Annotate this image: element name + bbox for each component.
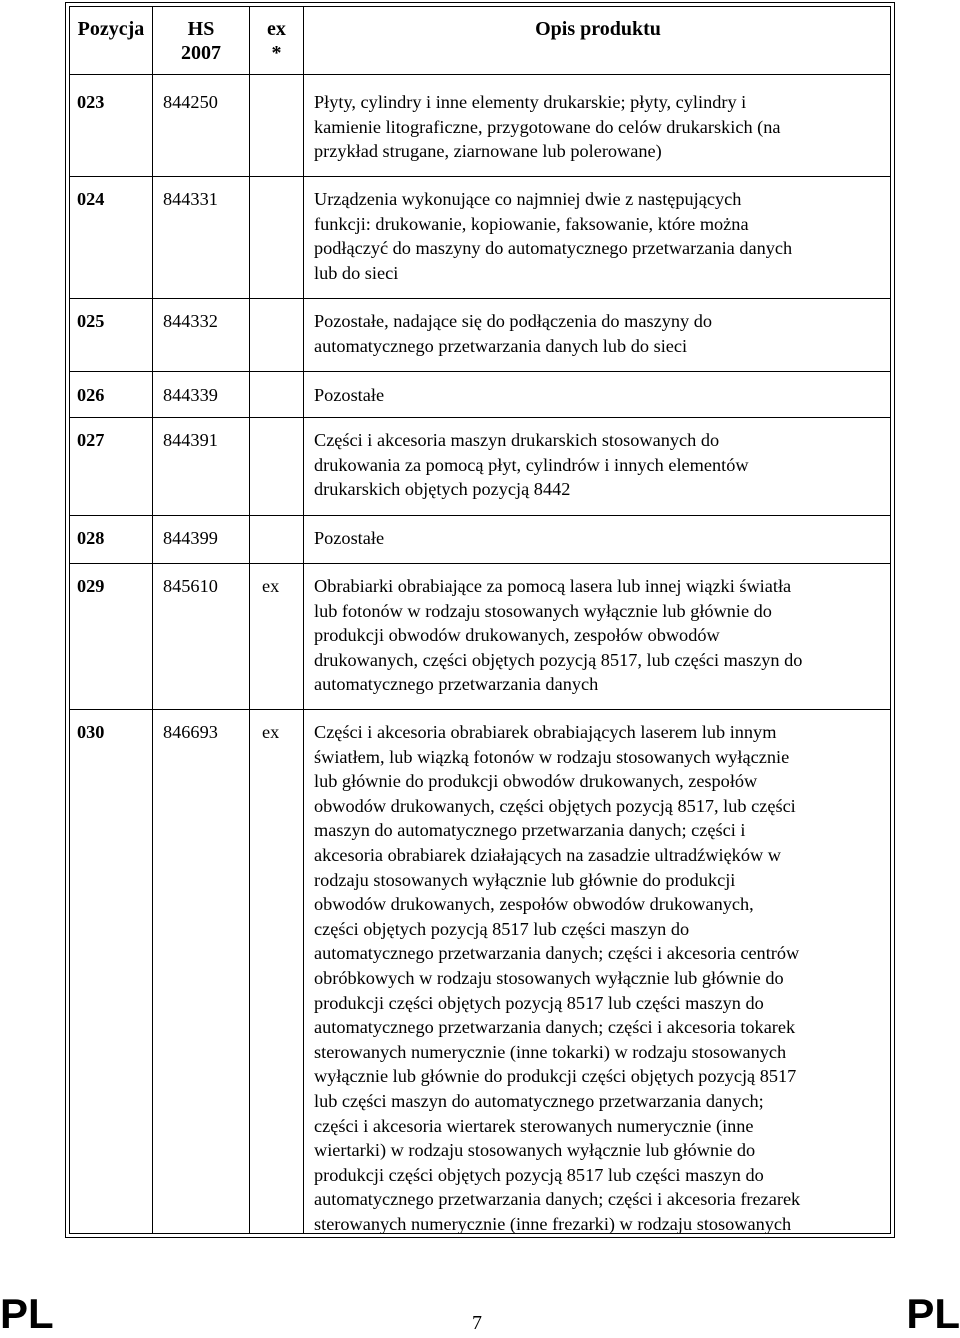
cell-pozycja: 029: [77, 576, 105, 596]
description-line: sterowanych numerycznie (inne tokarki) w rodzaju stosowanych: [314, 1041, 787, 1062]
row-divider: [69, 371, 891, 372]
description-line: lub części maszyn do automatycznego przetwarzania danych;: [314, 1090, 764, 1111]
header-opis: Opis produktu: [535, 18, 661, 40]
cell-hs-code: 844332: [163, 311, 218, 331]
cell-hs-code: 846693: [163, 722, 218, 742]
cell-description: [314, 187, 890, 285]
description-line: sterowanych numerycznie (inne frezarki) w rodzaju stosowanych: [314, 1213, 792, 1234]
row-divider: [69, 298, 891, 299]
description-line: maszyn do automatycznego przetwarzania danych; części i: [314, 820, 746, 841]
cell-hs-code: 844250: [163, 92, 218, 112]
description-line: przykład strugane, ziarnowane lub polerowane): [314, 141, 662, 162]
cell-description: [314, 309, 890, 358]
cell-ex: ex: [262, 576, 280, 596]
description-line: automatycznego przetwarzania danych; części i akcesoria centrów: [314, 943, 800, 964]
description-line: obróbkowych w rodzaju stosowanych wyłącznie lub głównie do: [314, 967, 784, 988]
cell-pozycja: 026: [77, 385, 105, 405]
column-divider: [249, 6, 250, 1234]
description-line: akcesoria obrabiarek działających na zasadzie ultradźwięków w: [314, 844, 781, 865]
description-line: produkcji części objętych pozycją 8517 lub części maszyn do: [314, 992, 764, 1013]
page-number: 7: [472, 1312, 482, 1334]
cell-description: [314, 526, 890, 551]
cell-hs-code: 844399: [163, 528, 218, 548]
row-divider: [69, 176, 891, 177]
description-line: funkcji: drukowanie, kopiowanie, faksowanie, które można: [314, 213, 749, 234]
cell-pozycja: 023: [77, 92, 105, 112]
header-pozycja: Pozycja: [77, 18, 145, 40]
description-line: wyłącznie lub głównie do produkcji części objętych pozycją 8517: [314, 1066, 797, 1087]
cell-pozycja: 028: [77, 528, 105, 548]
description-line: drukowanych, części objętych pozycją 8517, lub części maszyn do: [314, 649, 803, 670]
cell-description: [314, 428, 890, 502]
description-line: automatycznego przetwarzania danych lub do sieci: [314, 335, 688, 356]
product-table: [65, 2, 895, 1238]
cell-hs-code: 845610: [163, 576, 218, 596]
cell-description: [314, 383, 890, 408]
description-line: lub głównie do produkcji obwodów drukowanych, zespołów: [314, 771, 758, 792]
description-line: Obrabiarki obrabiające za pomocą lasera lub innej wiązki światła: [314, 576, 792, 596]
cell-pozycja: 027: [77, 430, 105, 450]
description-line: światłem, lub wiązką fotonów w rodzaju stosowanych wyłącznie: [314, 746, 790, 767]
cell-pozycja: 025: [77, 311, 105, 331]
row-divider: [69, 417, 891, 418]
description-line: Pozostałe: [314, 528, 385, 548]
description-line: Pozostałe: [314, 385, 385, 405]
row-divider: [69, 709, 891, 710]
footer-right-label: PL: [906, 1290, 960, 1337]
description-line: automatycznego przetwarzania danych; części i akcesoria frezarek: [314, 1189, 801, 1210]
description-line: kamienie litograficzne, przygotowane do celów drukarskich (na: [314, 116, 781, 137]
description-line: Płyty, cylindry i inne elementy drukarskie; płyty, cylindry i: [314, 92, 747, 112]
description-line: Części i akcesoria maszyn drukarskich stosowanych do: [314, 430, 720, 450]
row-divider: [69, 563, 891, 564]
description-line: drukarskich objętych pozycją 8442: [314, 479, 571, 500]
cell-description: [314, 574, 890, 697]
description-line: wiertarki) w rodzaju stosowanych wyłącznie lub głównie do: [314, 1140, 756, 1161]
description-line: obwodów drukowanych, zespołów obwodów drukowanych,: [314, 894, 754, 915]
description-line: produkcji części objętych pozycją 8517 lub części maszyn do: [314, 1164, 764, 1185]
header-hs: HS 2007: [181, 18, 221, 64]
description-line: Urządzenia wykonujące co najmniej dwie z następujących: [314, 189, 742, 209]
description-line: produkcji obwodów drukowanych, zespołów obwodów: [314, 625, 720, 646]
description-line: Pozostałe, nadające się do podłączenia do maszyny do: [314, 311, 712, 331]
description-line: części objętych pozycją 8517 lub części maszyn do: [314, 918, 690, 939]
description-line: części i akcesoria wiertarek sterowanych numerycznie (inne: [314, 1115, 754, 1136]
cell-hs-code: 844331: [163, 189, 218, 209]
description-line: automatycznego przetwarzania danych: [314, 674, 599, 695]
cell-pozycja: 024: [77, 189, 105, 209]
cell-pozycja: 030: [77, 722, 105, 742]
column-divider: [152, 6, 153, 1234]
description-line: rodzaju stosowanych wyłącznie lub głównie do produkcji: [314, 869, 736, 890]
description-line: lub fotonów w rodzaju stosowanych wyłącznie lub głównie do: [314, 600, 772, 621]
cell-hs-code: 844339: [163, 385, 218, 405]
cell-hs-code: 844391: [163, 430, 218, 450]
description-line: obwodów drukowanych, części objętych pozycją 8517, lub części: [314, 795, 796, 816]
row-divider: [69, 515, 891, 516]
cell-description: [314, 720, 890, 1236]
header-ex: ex *: [267, 18, 286, 64]
description-line: automatycznego przetwarzania danych; części i akcesoria tokarek: [314, 1017, 796, 1038]
column-divider: [303, 6, 304, 1234]
description-line: Części i akcesoria obrabiarek obrabiających laserem lub innym: [314, 722, 777, 742]
header-divider: [69, 74, 891, 75]
description-line: drukowania za pomocą płyt, cylindrów i innych elementów: [314, 454, 749, 475]
footer-left-label: PL: [0, 1290, 54, 1337]
cell-ex: ex: [262, 722, 280, 742]
description-line: lub do sieci: [314, 262, 399, 283]
description-line: podłączyć do maszyny do automatycznego przetwarzania danych: [314, 238, 793, 259]
cell-description: [314, 90, 890, 164]
